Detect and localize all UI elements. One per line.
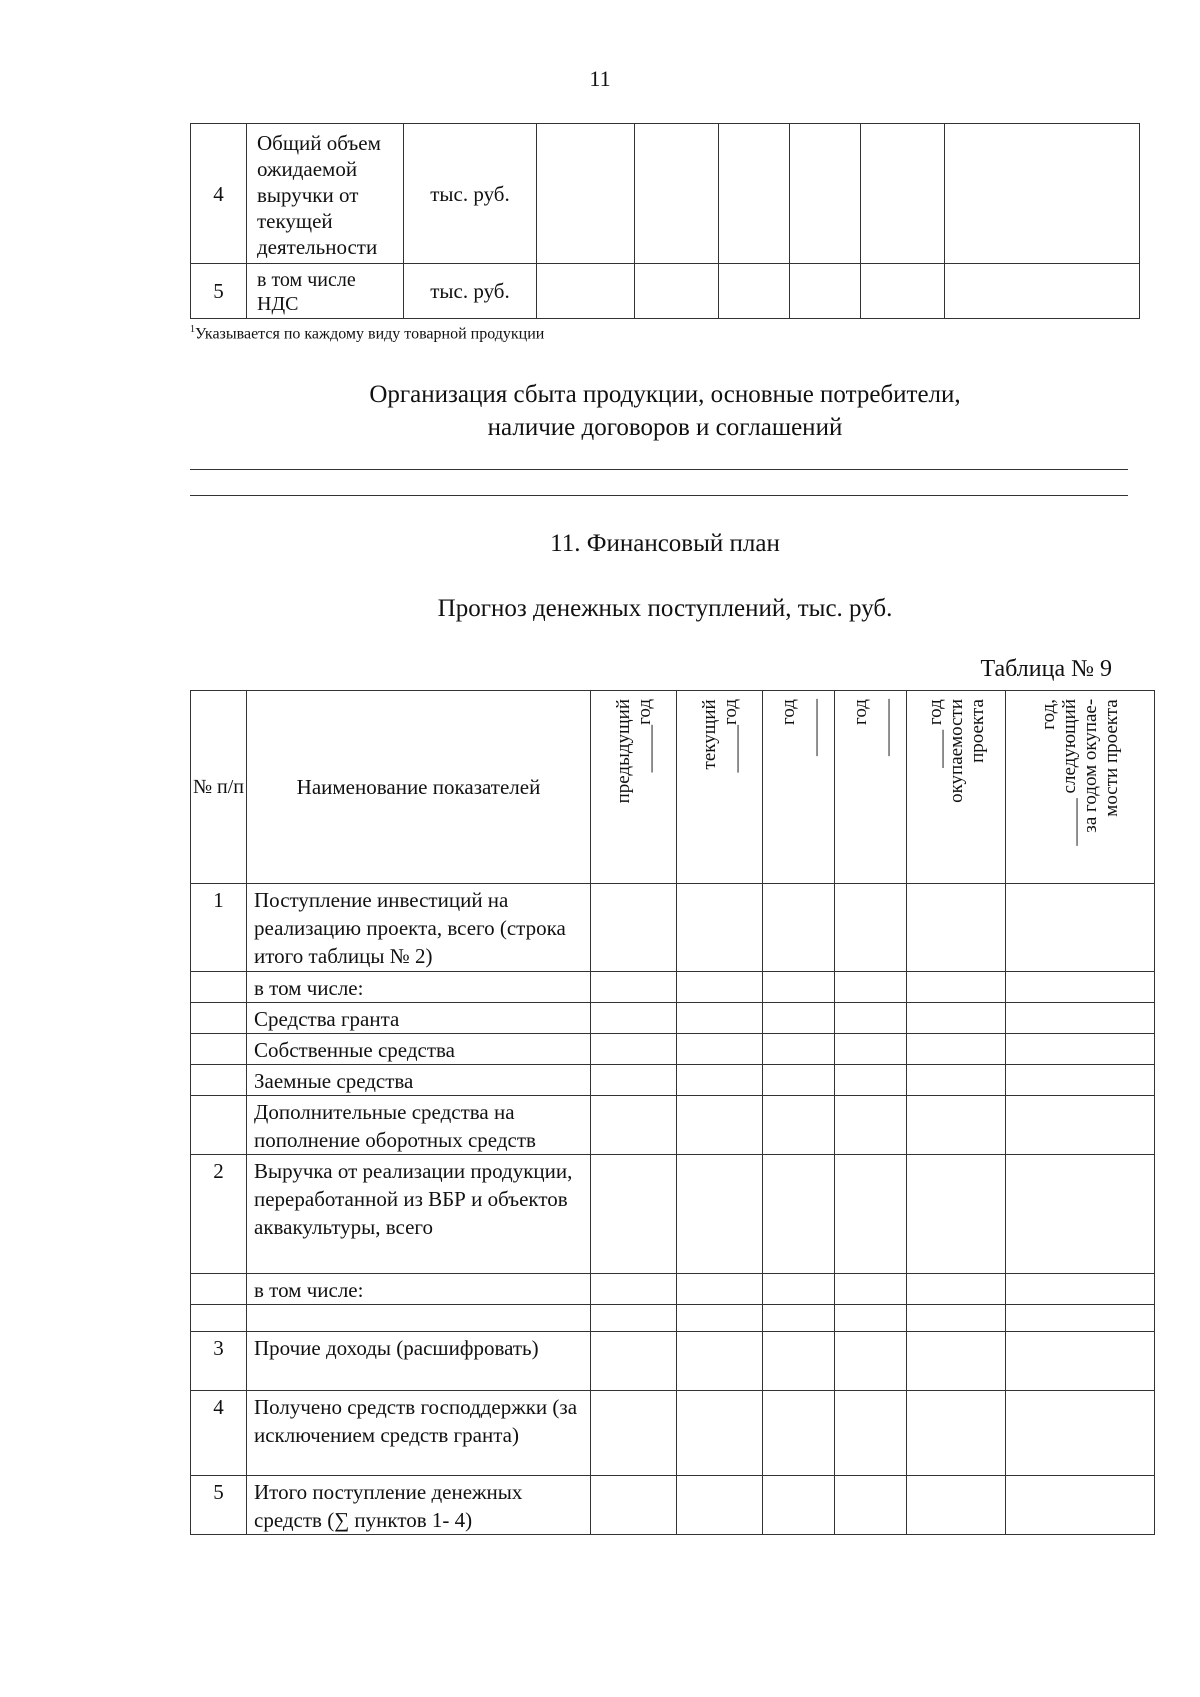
- table-cell: [1006, 1096, 1155, 1155]
- table-cell: [790, 124, 861, 264]
- row-name: Средства гранта: [247, 1003, 591, 1034]
- row-unit: тыс. руб.: [404, 264, 537, 319]
- table-cell: [835, 1274, 907, 1305]
- table-row: [191, 1274, 1155, 1305]
- row-number: [191, 1305, 247, 1332]
- table-cell: [677, 1332, 763, 1391]
- table-cell: [719, 124, 790, 264]
- row-number: 2: [191, 1155, 247, 1274]
- header-name: Наименование показателей: [247, 691, 591, 884]
- table-cell: [907, 884, 1006, 972]
- row-number: [191, 1065, 247, 1096]
- table-cell: [1006, 1034, 1155, 1065]
- row-number: 5: [191, 264, 247, 319]
- cash-inflow-table: [190, 690, 1155, 1535]
- row-name: Собственные средства: [247, 1034, 591, 1065]
- table-cell: [763, 1332, 835, 1391]
- table-cell: [591, 1332, 677, 1391]
- table-cell: [591, 1305, 677, 1332]
- table-cell: [591, 972, 677, 1003]
- table-cell: [835, 1096, 907, 1155]
- table-cell: [763, 1155, 835, 1274]
- table-cell: [945, 124, 1140, 264]
- fill-in-line: [190, 469, 1128, 470]
- section-subtitle: Прогноз денежных поступлений, тыс. руб.: [437, 595, 893, 622]
- row-number: 1: [191, 884, 247, 972]
- row-name: Дополнительные средства на пополнение оборотных средств: [247, 1096, 591, 1155]
- row-name: Получено средств господдержки (за исключением средств гранта): [247, 1391, 591, 1476]
- table-cell: [907, 1155, 1006, 1274]
- production-table-continuation: [190, 123, 1140, 319]
- table-cell: [763, 1274, 835, 1305]
- table-cell: [1006, 1274, 1155, 1305]
- row-number: [191, 1274, 247, 1305]
- row-name: Поступление инвестиций на реализацию проекта, всего (строка итого таблицы № 2): [247, 884, 591, 972]
- table-cell: [677, 1476, 763, 1535]
- table-cell: [1006, 1065, 1155, 1096]
- table-cell: [835, 1003, 907, 1034]
- header-period: [677, 691, 763, 884]
- row-name: [247, 1305, 591, 1332]
- row-number: 4: [191, 124, 247, 264]
- header-period-text: год ______: [849, 699, 892, 756]
- table-row: [191, 1155, 1155, 1274]
- table-cell: [907, 1065, 1006, 1096]
- table-row: [191, 1096, 1155, 1155]
- table-cell: [763, 1003, 835, 1034]
- table-cell: [835, 1476, 907, 1535]
- row-name: Общий объем ожидаемой выручки от текущей деятельности: [247, 124, 404, 264]
- table-cell: [677, 1003, 763, 1034]
- row-number: 5: [191, 1476, 247, 1535]
- table-row: [191, 1305, 1155, 1332]
- table-row: [191, 884, 1155, 972]
- table-cell: [907, 1476, 1006, 1535]
- table-cell: [635, 124, 719, 264]
- table-row: [191, 1034, 1155, 1065]
- table-row: [191, 1332, 1155, 1391]
- table-row: [191, 1391, 1155, 1476]
- table-row: [191, 1065, 1155, 1096]
- table-cell: [835, 1391, 907, 1476]
- row-number: [191, 972, 247, 1003]
- table-cell: [907, 1274, 1006, 1305]
- table-cell: [861, 264, 945, 319]
- row-number: [191, 1003, 247, 1034]
- table-cell: [591, 1034, 677, 1065]
- header-row: [191, 691, 1155, 884]
- table-caption: Таблица № 9: [980, 656, 1112, 682]
- row-number: [191, 1034, 247, 1065]
- table-cell: [835, 1305, 907, 1332]
- table-row: [191, 124, 1140, 264]
- table-cell: [763, 1305, 835, 1332]
- table-cell: [677, 1034, 763, 1065]
- table-cell: [835, 884, 907, 972]
- row-name: в том числе:: [247, 1274, 591, 1305]
- table-cell: [677, 1274, 763, 1305]
- table-cell: [677, 972, 763, 1003]
- row-name: Итого поступление денежных средств (∑ пунктов 1- 4): [247, 1476, 591, 1535]
- footnote: [190, 324, 544, 343]
- table-cell: [719, 264, 790, 319]
- header-number: № п/п: [191, 691, 247, 884]
- table-cell: [1006, 1305, 1155, 1332]
- table-row: [191, 1003, 1155, 1034]
- row-number: 4: [191, 1391, 247, 1476]
- table-cell: [537, 124, 635, 264]
- table-cell: [1006, 884, 1155, 972]
- table-cell: [835, 972, 907, 1003]
- row-unit: тыс. руб.: [404, 124, 537, 264]
- table-cell: [677, 1096, 763, 1155]
- table-cell: [677, 1305, 763, 1332]
- header-period-text: год ______: [777, 699, 820, 756]
- fill-in-line: [190, 495, 1128, 496]
- table-cell: [790, 264, 861, 319]
- table-cell: [763, 1391, 835, 1476]
- table-cell: [763, 1476, 835, 1535]
- table-cell: [1006, 972, 1155, 1003]
- table-cell: [907, 1034, 1006, 1065]
- table-cell: [591, 1391, 677, 1476]
- table-cell: [763, 1034, 835, 1065]
- table-cell: [835, 1065, 907, 1096]
- footnote-mark: 1: [190, 324, 195, 335]
- table-row: [191, 264, 1140, 319]
- table-cell: [861, 124, 945, 264]
- table-cell: [907, 1391, 1006, 1476]
- table-cell: [907, 1096, 1006, 1155]
- row-name: в том числе:: [247, 972, 591, 1003]
- table-cell: [945, 264, 1140, 319]
- row-name: Заемные средства: [247, 1065, 591, 1096]
- section-title: 11. Финансовый план: [550, 530, 780, 557]
- table-cell: [591, 1155, 677, 1274]
- table-cell: [907, 1332, 1006, 1391]
- table-cell: [763, 1096, 835, 1155]
- table-row: [191, 972, 1155, 1003]
- table-cell: [835, 1332, 907, 1391]
- footnote-text: Указывается по каждому виду товарной продукции: [195, 325, 545, 343]
- header-period-text: текущий _____год: [698, 699, 741, 773]
- table-cell: [1006, 1332, 1155, 1391]
- table-cell: [763, 1065, 835, 1096]
- table-row: [191, 1476, 1155, 1535]
- header-period: [1006, 691, 1155, 884]
- row-number: 3: [191, 1332, 247, 1391]
- header-period: [591, 691, 677, 884]
- row-number: [191, 1096, 247, 1155]
- table-cell: [591, 884, 677, 972]
- header-period-text: ____ год окупаемости проекта: [924, 699, 988, 803]
- table-cell: [537, 264, 635, 319]
- table-cell: [635, 264, 719, 319]
- sales-heading-line1: Организация сбыта продукции, основные потребители,: [369, 381, 961, 408]
- header-period-text: предыдущий _____год: [612, 699, 655, 804]
- header-period: [763, 691, 835, 884]
- table-cell: [763, 884, 835, 972]
- row-name: Выручка от реализации продукции, переработанной из ВБР и объектов аквакультуры, всего: [247, 1155, 591, 1274]
- table-cell: [835, 1155, 907, 1274]
- page-number: 11: [589, 66, 611, 91]
- table-cell: [907, 1003, 1006, 1034]
- table-body: [191, 884, 1155, 1535]
- table-cell: [1006, 1476, 1155, 1535]
- table-cell: [677, 1155, 763, 1274]
- table-cell: [677, 1065, 763, 1096]
- table-cell: [591, 1003, 677, 1034]
- row-name: Прочие доходы (расшифровать): [247, 1332, 591, 1391]
- row-name: в том числе НДС: [247, 264, 404, 319]
- table-cell: [1006, 1155, 1155, 1274]
- table-cell: [763, 972, 835, 1003]
- table-cell: [677, 884, 763, 972]
- table-cell: [591, 1476, 677, 1535]
- table-cell: [591, 1096, 677, 1155]
- header-period-text: год, _____ следующий за годом окупае- мости проекта: [1038, 699, 1122, 846]
- table-cell: [591, 1274, 677, 1305]
- table-cell: [591, 1065, 677, 1096]
- table-cell: [907, 972, 1006, 1003]
- header-period: [907, 691, 1006, 884]
- table-cell: [835, 1034, 907, 1065]
- sales-heading-line2: наличие договоров и соглашений: [487, 414, 843, 441]
- table-cell: [1006, 1003, 1155, 1034]
- table-cell: [677, 1391, 763, 1476]
- table-cell: [1006, 1391, 1155, 1476]
- table-cell: [907, 1305, 1006, 1332]
- header-period: [835, 691, 907, 884]
